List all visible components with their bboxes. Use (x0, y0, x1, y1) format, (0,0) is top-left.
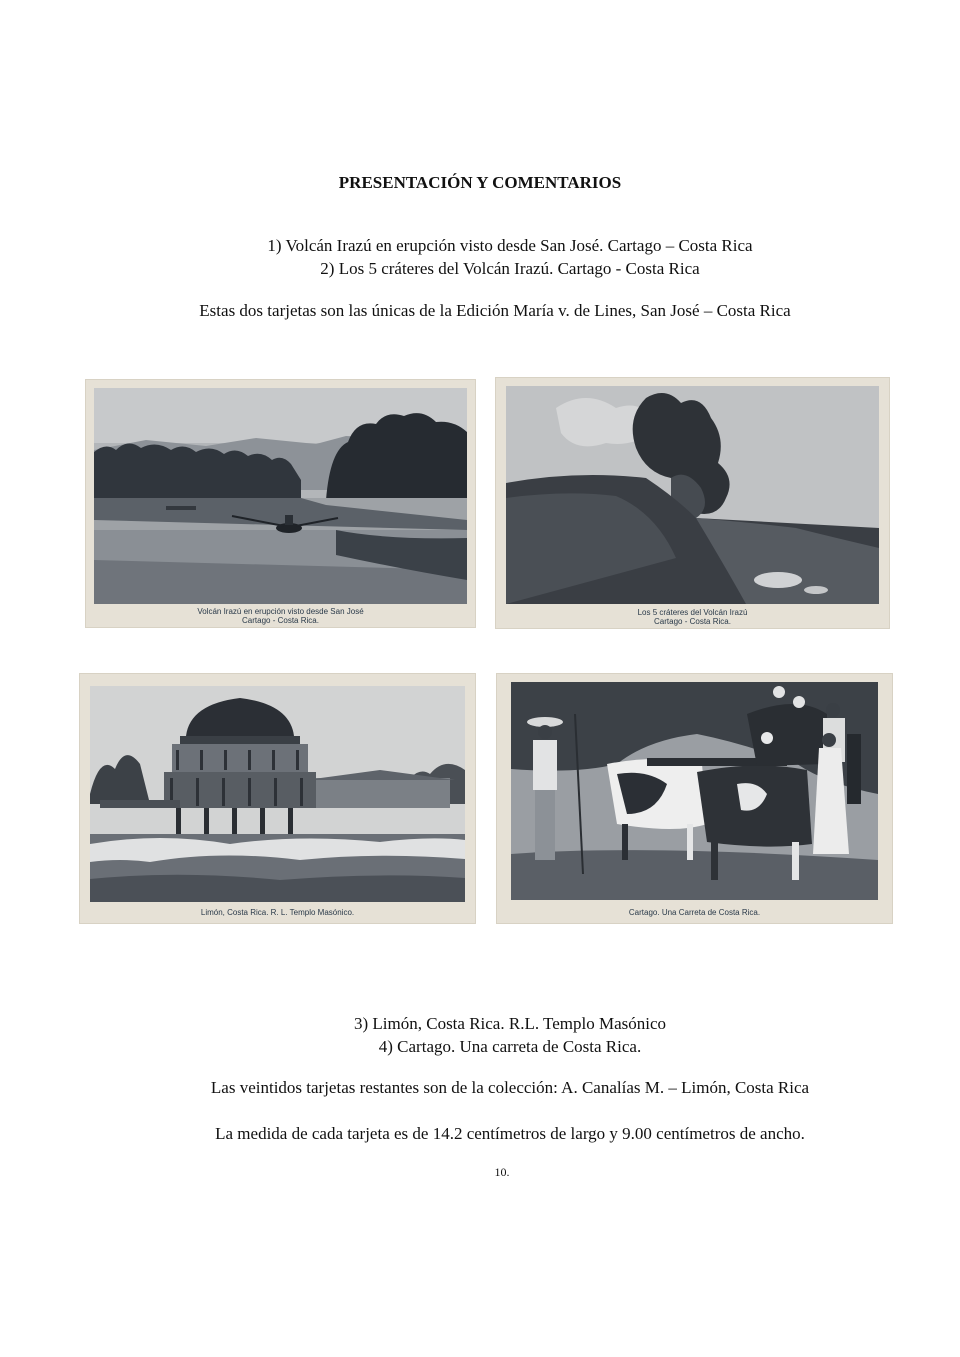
postcard-lake-caption (86, 607, 475, 625)
postcard-temple-caption-line-1: Limón, Costa Rica. R. L. Templo Masónico. (200, 908, 355, 917)
postcard-oxcart-caption (497, 908, 892, 917)
size-note: La medida de cada tarjeta es de 14.2 centímetros de largo y 9.00 centímetros de ancho. (215, 1124, 805, 1143)
postcard-lake-caption-line-1: Volcán Irazú en erupción visto desde San José (197, 607, 364, 616)
postcard-lake (86, 380, 475, 627)
collection-note: Las veintidos tarjetas restantes son de la colección: A. Canalías M. – Limón, Costa Rica (210, 1078, 810, 1097)
caption-line-2: 2) Los 5 cráteres del Volcán Irazú. Cartago - Costa Rica (320, 259, 700, 278)
postcard-temple-photo (80, 674, 475, 923)
postcard-lake-caption-line-2: Cartago - Costa Rica. (242, 616, 319, 625)
page-number: 10. (494, 1165, 510, 1179)
postcard-volcano-caption-line-1: Los 5 cráteres del Volcán Irazú (637, 608, 748, 617)
postcard-volcano-caption (496, 608, 889, 626)
caption-line-4: 4) Cartago. Una carreta de Costa Rica. (378, 1037, 642, 1056)
postcard-oxcart-photo (497, 674, 892, 923)
postcard-oxcart-caption-line-1: Cartago. Una Carreta de Costa Rica. (628, 908, 761, 917)
postcard-temple (80, 674, 475, 923)
postcard-lake-photo (86, 380, 475, 627)
caption-line-1: 1) Volcán Irazú en erupción visto desde San José. Cartago – Costa Rica (267, 236, 753, 255)
postcard-volcano (496, 378, 889, 628)
postcard-volcano-photo (496, 378, 889, 628)
postcard-volcano-caption-line-2: Cartago - Costa Rica. (654, 617, 731, 626)
page-title: PRESENTACIÓN Y COMENTARIOS (338, 173, 622, 192)
postcard-temple-caption (80, 908, 475, 917)
postcard-oxcart (497, 674, 892, 923)
caption-line-3: 3) Limón, Costa Rica. R.L. Templo Masónico (353, 1014, 667, 1033)
edition-note: Estas dos tarjetas son las únicas de la Edición María v. de Lines, San José – Costa Rica (199, 301, 791, 320)
